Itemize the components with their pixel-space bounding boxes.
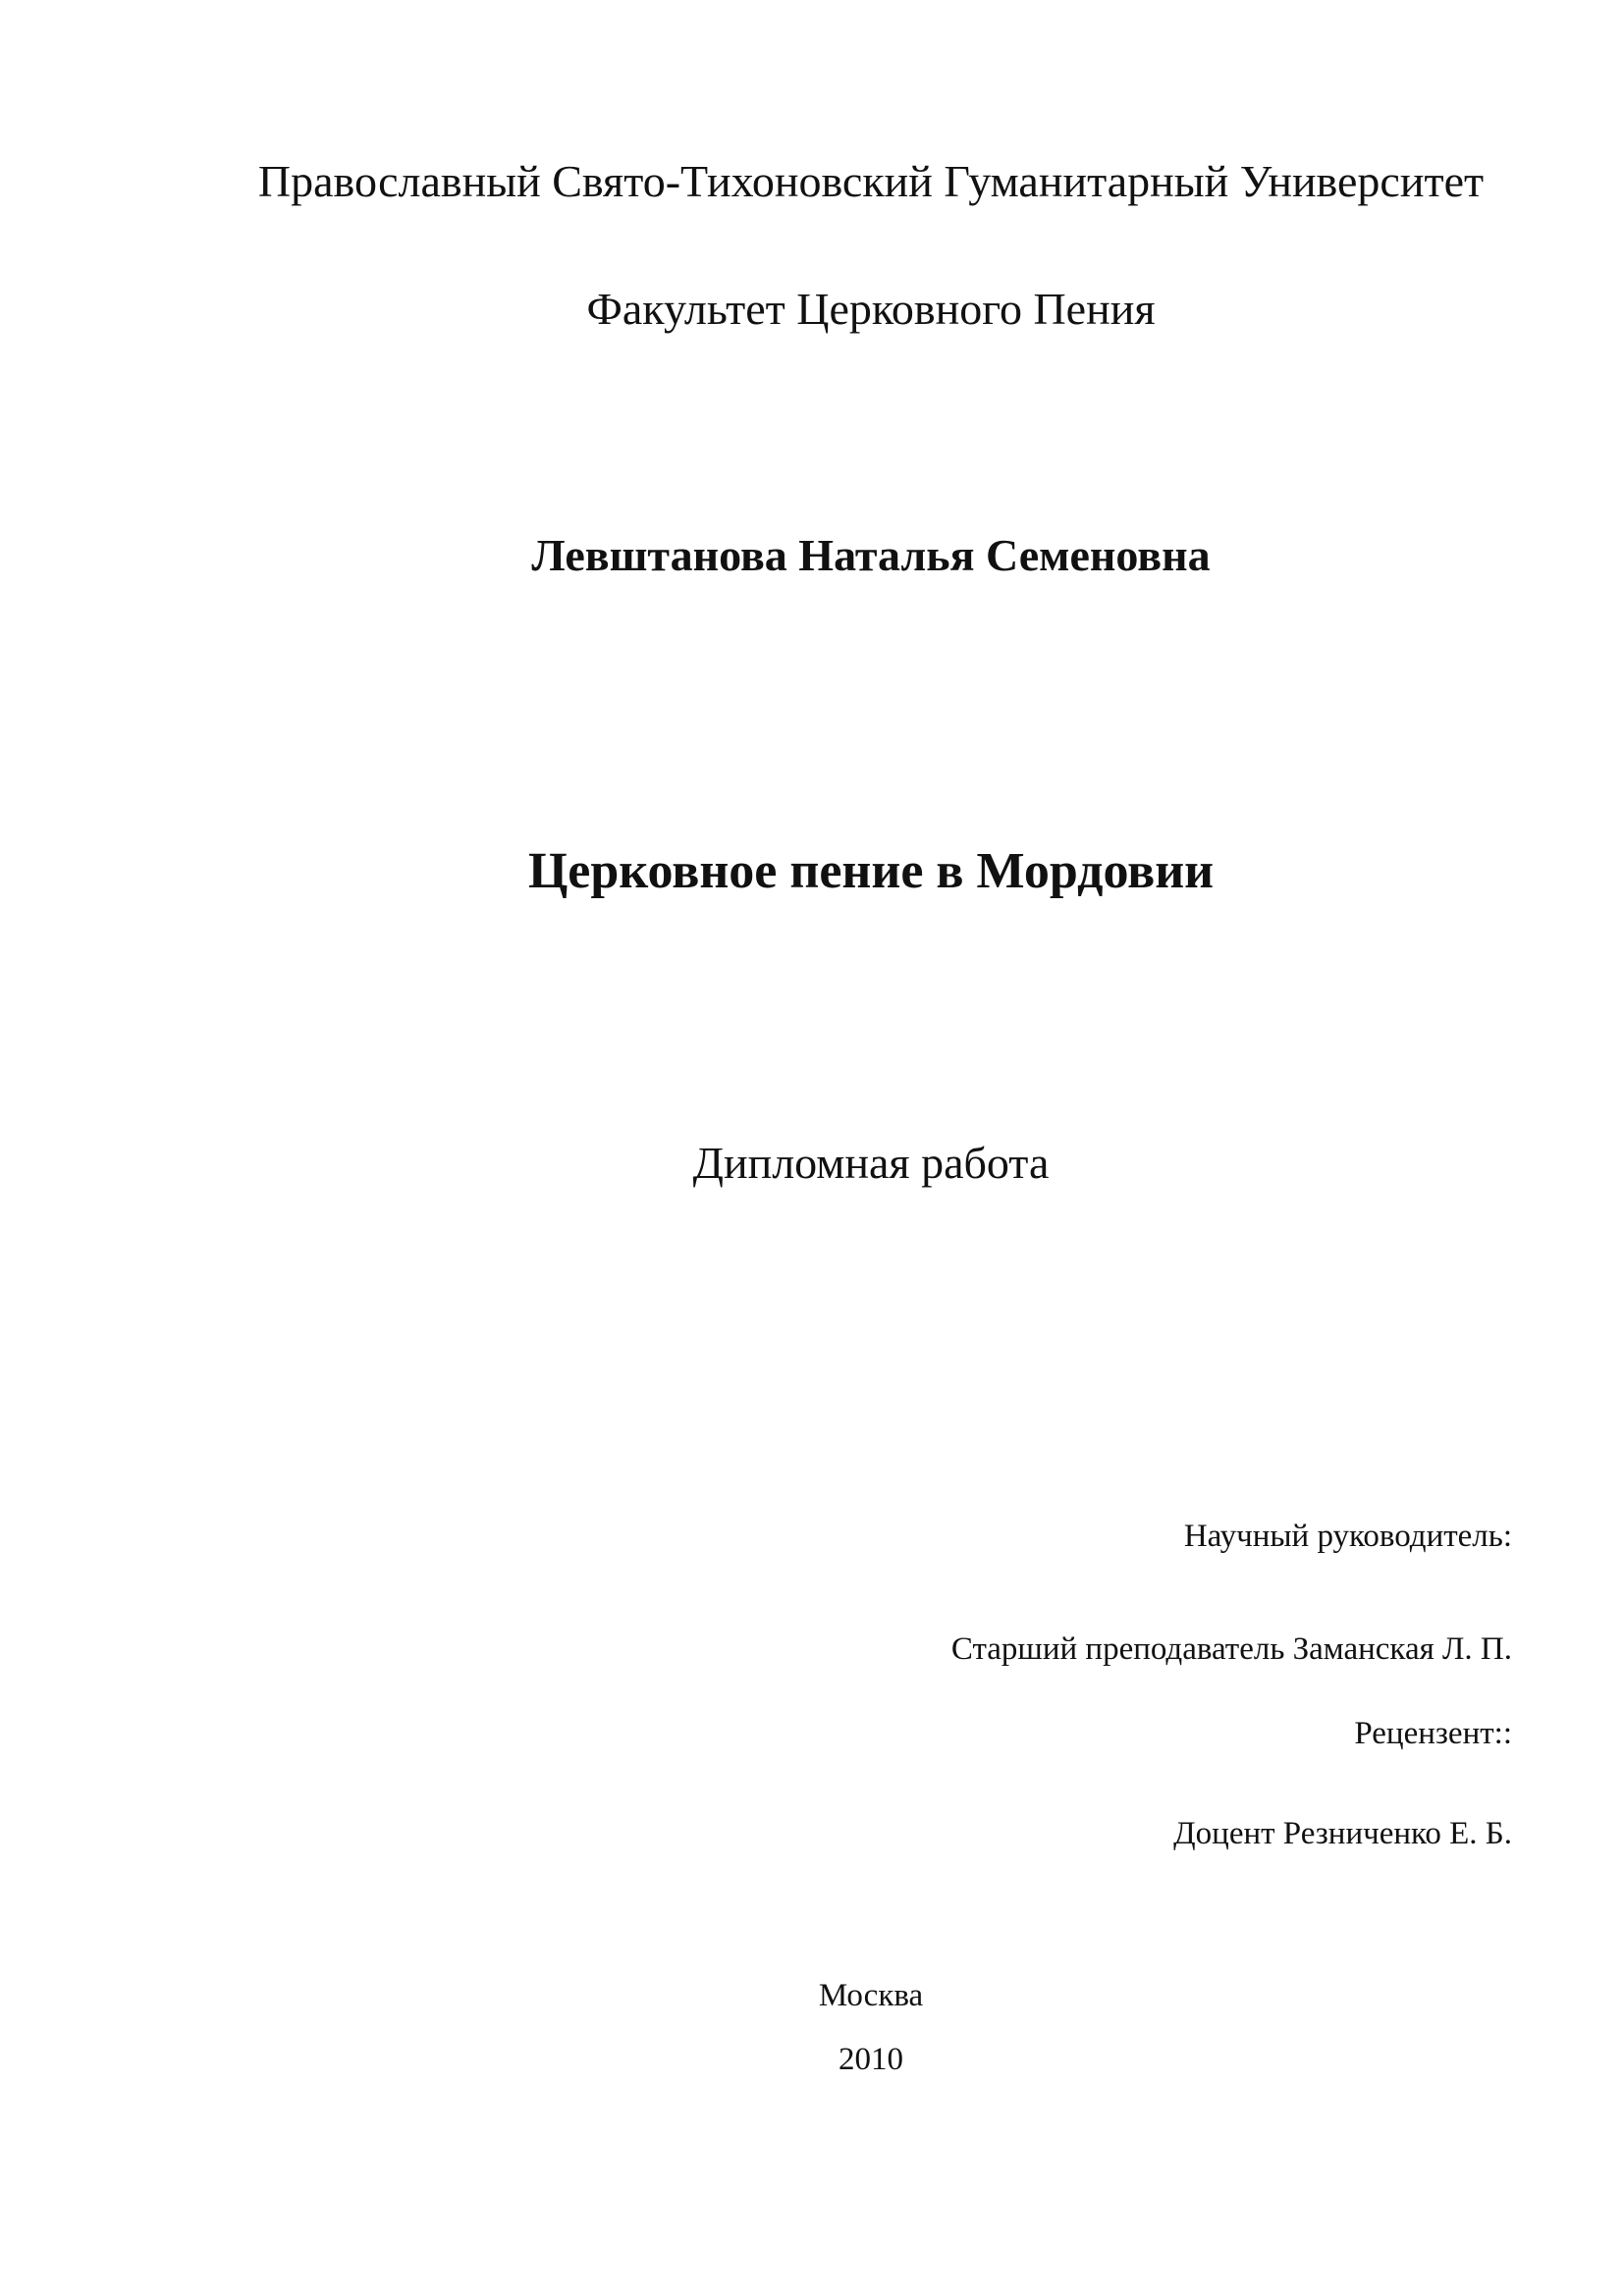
year: 2010 bbox=[839, 2042, 903, 2077]
university-name: Православный Свято-Тихоновский Гуманитарный Университет bbox=[257, 156, 1485, 206]
thesis-title: Церковное пение в Мордовии bbox=[527, 843, 1215, 899]
supervisor-name: Старший преподаватель Заманская Л. П. bbox=[950, 1631, 1512, 1667]
faculty-name: Факультет Церковного Пения bbox=[586, 284, 1156, 334]
work-type: Дипломная работа bbox=[692, 1138, 1050, 1188]
reviewer-label: Рецензент:: bbox=[1354, 1716, 1512, 1751]
author-name: Левштанова Наталья Семеновна bbox=[531, 530, 1211, 580]
reviewer-name: Доцент Резниченко Е. Б. bbox=[1173, 1816, 1512, 1851]
city: Москва bbox=[818, 1978, 924, 2013]
supervisor-label: Научный руководитель: bbox=[1183, 1519, 1512, 1554]
